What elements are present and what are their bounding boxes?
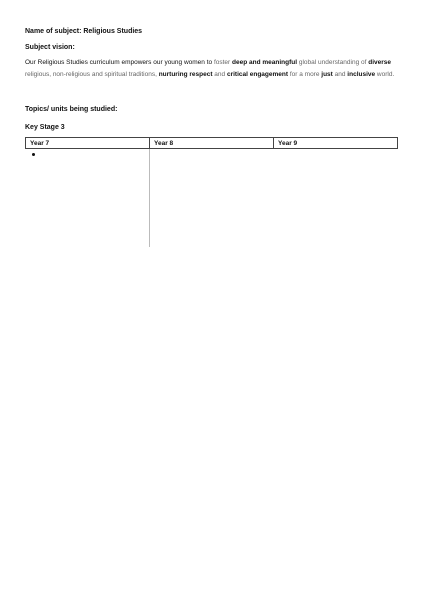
year-9-cell: [274, 149, 398, 248]
column-header-year-9: Year 9: [274, 138, 398, 149]
vision-segment: and: [332, 71, 348, 78]
vision-segment: critical engagement: [226, 71, 289, 78]
vision-segment: world.: [375, 71, 395, 78]
subject-heading: Name of subject: Religious Studies: [25, 28, 143, 35]
bullet-icon: [32, 153, 35, 156]
vision-segment: diverse: [368, 59, 392, 66]
vision-paragraph: [25, 57, 400, 81]
topics-heading: Topics/ units being studied:: [25, 106, 118, 113]
key-stage-heading: Key Stage 3: [25, 124, 65, 131]
vision-segment: and: [212, 71, 227, 78]
year-7-cell: [26, 149, 150, 248]
column-header-year-7: Year 7: [26, 138, 150, 149]
vision-segment: global understanding of: [297, 59, 369, 66]
vision-segment: just: [321, 71, 333, 78]
vision-segment: inclusive: [347, 71, 376, 78]
vision-segment: religious, non-religious and spiritual traditions,: [25, 71, 159, 78]
key-stage-table: [25, 137, 398, 247]
vision-segment: deep and meaningful: [232, 59, 298, 66]
column-header-year-8: Year 8: [150, 138, 274, 149]
vision-heading: Subject vision:: [25, 44, 75, 51]
vision-segment: for a more: [288, 71, 322, 78]
vision-segment: Our Religious Studies curriculum empowers our young women to: [25, 59, 214, 66]
vision-segment: foster: [213, 59, 233, 66]
vision-segment: nurturing respect: [158, 71, 213, 78]
year-8-cell: [150, 149, 274, 248]
